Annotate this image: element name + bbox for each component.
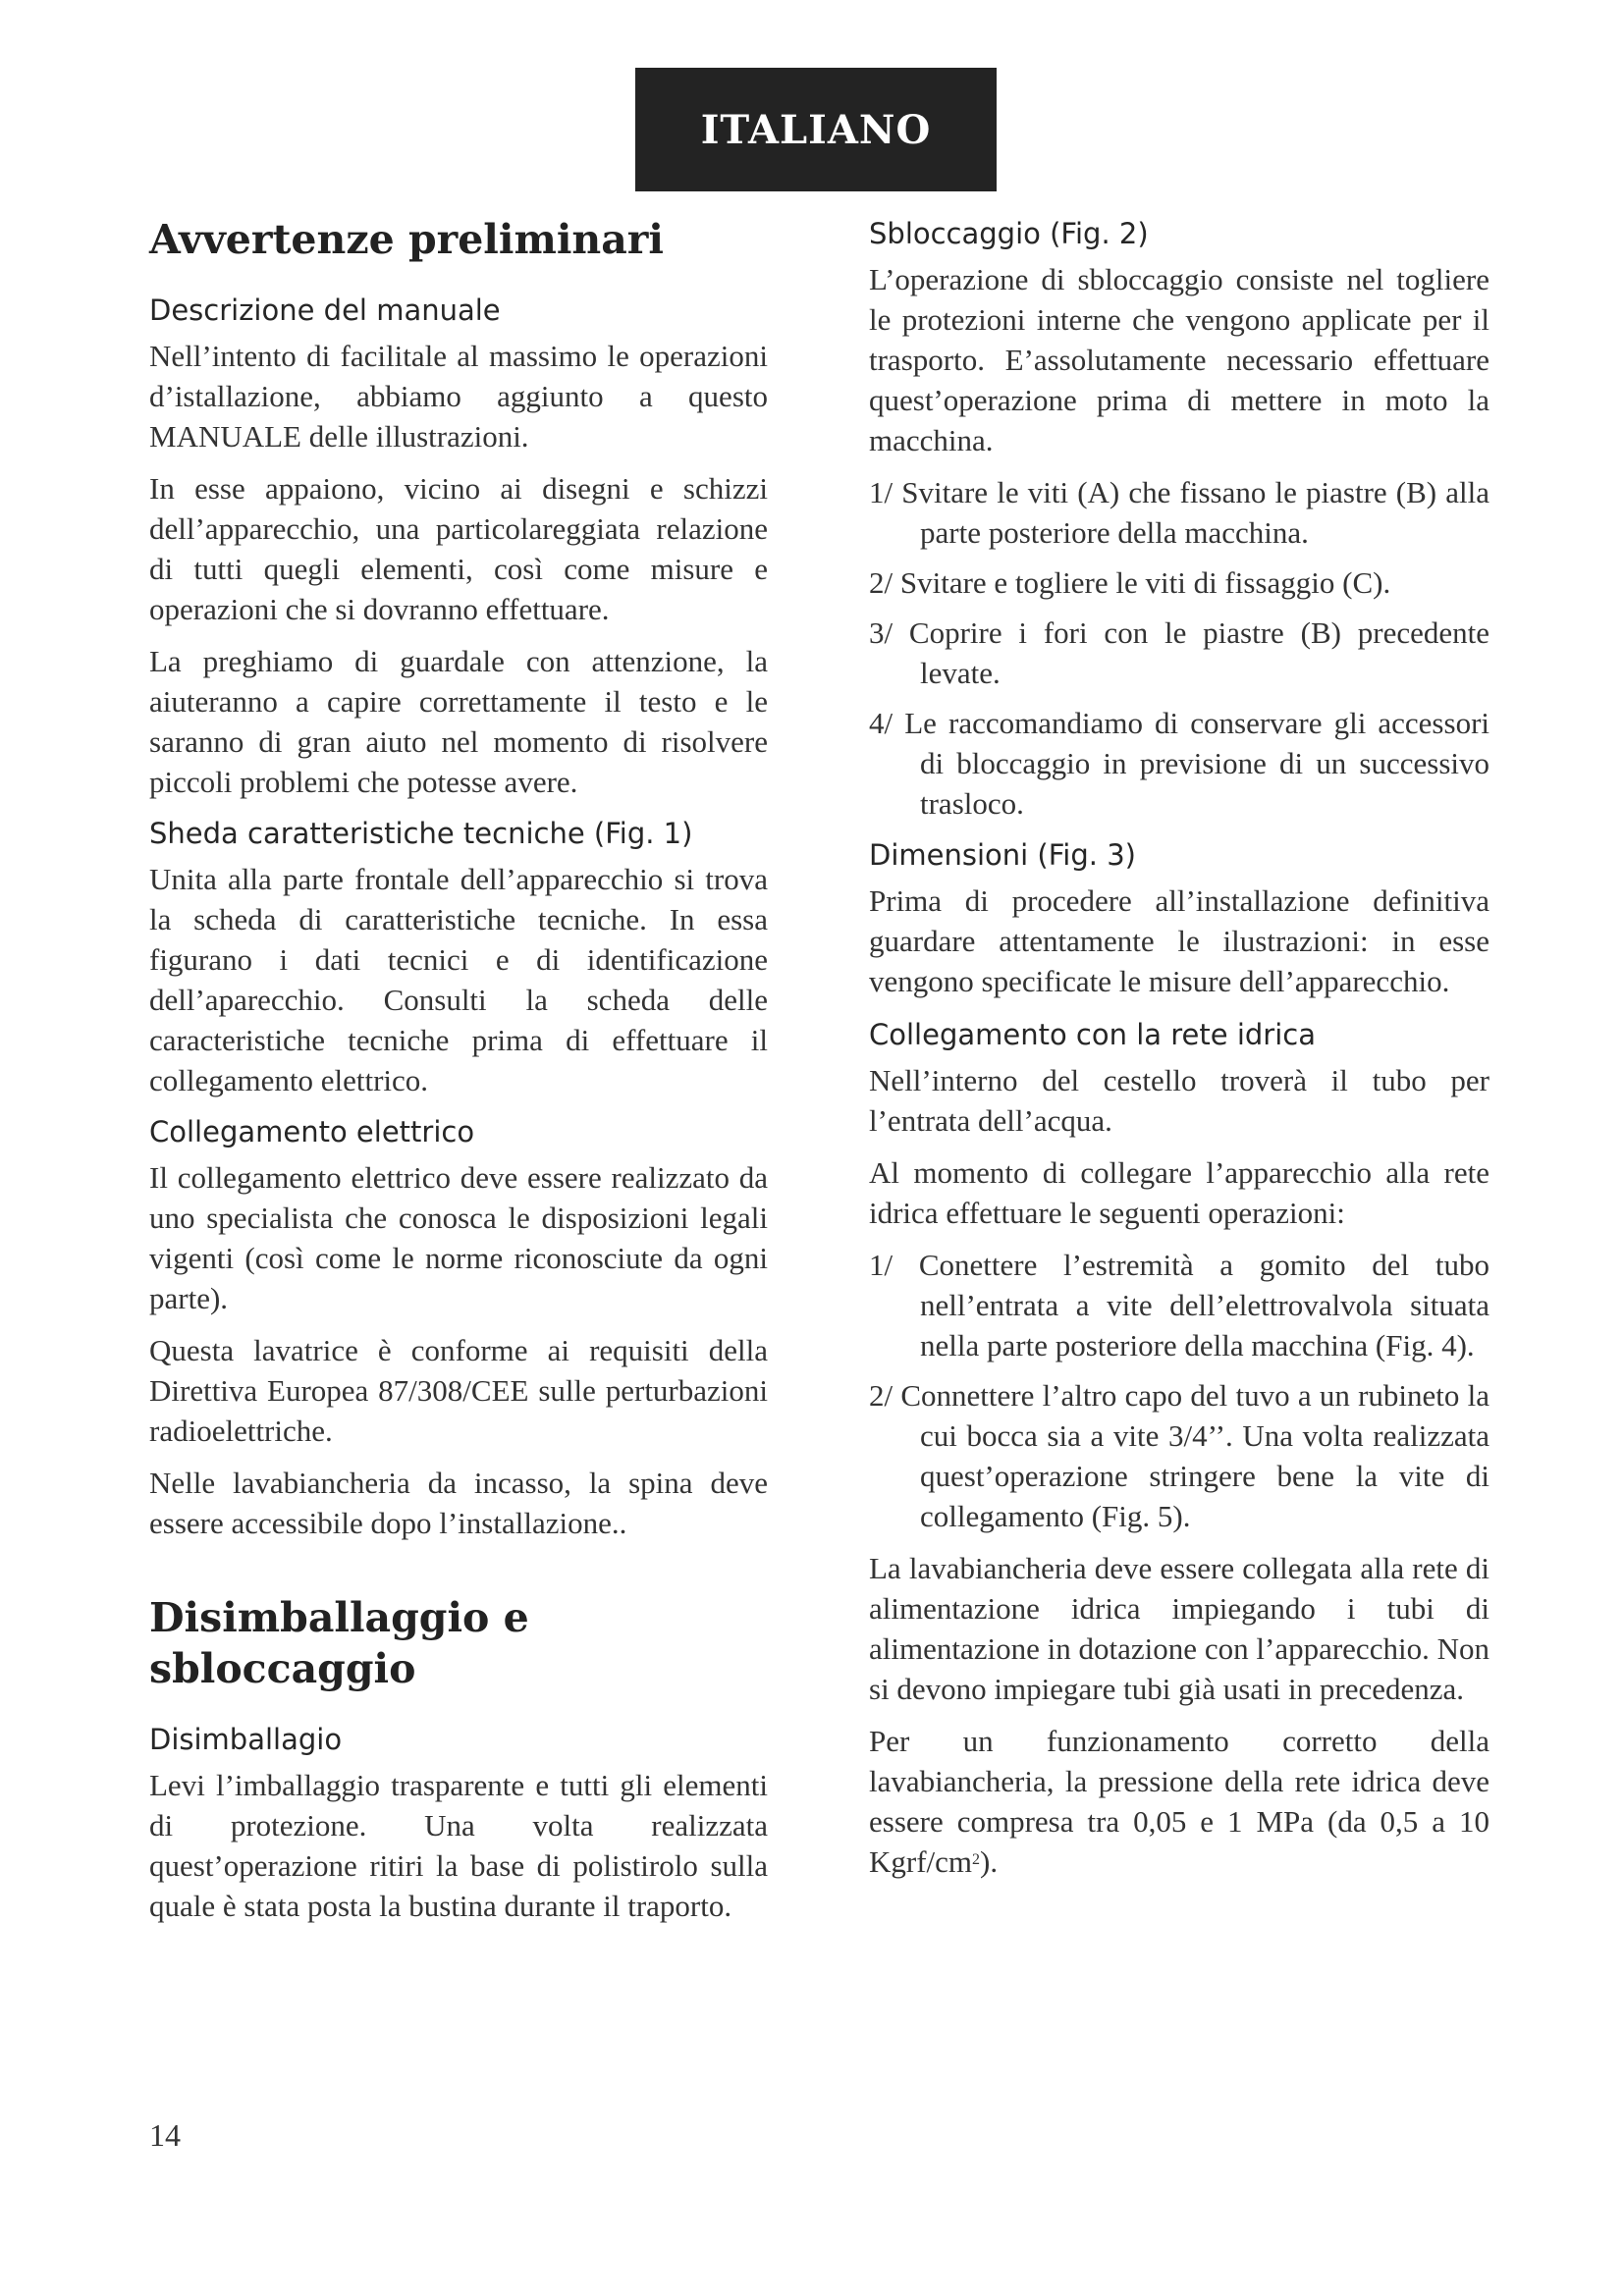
unlocking-steps bbox=[869, 472, 1489, 824]
paragraph: Prima di procedere all’installazione definitiva guardare attentamente le ilustrazioni: in esse vengono specificate le misure dell’apparecchio. bbox=[869, 883, 1489, 998]
page-number: 14 bbox=[149, 2117, 181, 2153]
list-item: 2/ Svitare e togliere le viti di fissaggio (C). bbox=[869, 565, 1391, 600]
pressure-text: Per un funzionamento corretto della lavabiancheria, la pressione della rete idrica deve essere compresa tra 0,05 e 1 MPa (da 0,5 a 10 Kgrf/cm bbox=[869, 1724, 1489, 1879]
heading-water-connection: Collegamento con la rete idrica bbox=[869, 1018, 1316, 1051]
paragraph: Unita alla parte frontale dell’apparecchio si trova la scheda di caratteristiche tecniche. In essa figurano i dati tecnici e di identificazione dell’aparecchio. Consulti la scheda delle caracteristiche tecniche prima di effettuare il collegamento elettrico. bbox=[149, 862, 768, 1097]
paragraph: In esse appaiono, vicino ai disegni e schizzi dell’apparecchio, una particolareggiata relazione di tutti quegli elementi, così come misure e operazioni che si dovranno effettuare. bbox=[149, 471, 768, 626]
list-item: 1/ Svitare le viti (A) che fissano le piastre (B) alla parte posteriore della macchina. bbox=[869, 475, 1489, 550]
heading-manual-description: Descrizione del manuale bbox=[149, 294, 501, 327]
paragraph: La preghiamo di guardale con attenzione, la aiuteranno a capire correttamente il testo e le saranno di gran aiuto nel momento di risolvere piccoli problemi che potesse avere. bbox=[149, 644, 768, 799]
paragraph: Il collegamento elettrico deve essere realizzato da uno specialista che conosca le disposizioni legali vigenti (così come le norme riconosciute da ogni parte). bbox=[149, 1160, 768, 1315]
section-title-unpacking: Disimballaggio e sbloccaggio bbox=[149, 1594, 529, 1692]
left-column bbox=[149, 214, 768, 1938]
pressure-text-end: ). bbox=[980, 1844, 999, 1879]
heading-technical-sheet: Sheda caratteristiche tecniche (Fig. 1) bbox=[149, 817, 693, 850]
paragraph: Nell’intento di facilitale al massimo le operazioni d’istallazione, abbiamo aggiunto a questo MANUALE delle illustrazioni. bbox=[149, 339, 768, 454]
paragraph: Levi l’imballaggio trasparente e tutti gli elementi di protezione. Una volta realizzata quest’operazione ritiri la base di polistirolo sulla quale è stata posta la bustina durante il traporto. bbox=[149, 1768, 768, 1923]
heading-electrical-connection: Collegamento elettrico bbox=[149, 1115, 475, 1148]
water-connection-steps bbox=[869, 1245, 1489, 1536]
list-item: 2/ Connettere l’altro capo del tuvo a un rubineto la cui bocca sia a vite 3/4’’. Una volta realizzata quest’operazione stringere bene la vite di collegamento (Fig. 5). bbox=[869, 1378, 1489, 1533]
paragraph: Nell’interno del cestello troverà il tubo per l’entrata dell’acqua. bbox=[869, 1063, 1489, 1138]
paragraph-pressure bbox=[869, 1721, 1489, 1882]
heading-unpacking: Disimballagio bbox=[149, 1723, 343, 1756]
section-title-preliminary: Avvertenze preliminari bbox=[149, 216, 664, 263]
superscript: 2 bbox=[972, 1851, 981, 1868]
paragraph: L’operazione di sbloccaggio consiste nel togliere le protezioni interne che vengono applicate per il trasporto. E’assolutamente necessario effettuare quest’operazione prima di mettere in moto la macchina. bbox=[869, 262, 1489, 457]
paragraph: Al momento di collegare l’apparecchio alla rete idrica effettuare le seguenti operazioni: bbox=[869, 1155, 1489, 1230]
paragraph: La lavabiancheria deve essere collegata alla rete di alimentazione idrica impiegando i tubi di alimentazione in dotazione con l’apparecchio. Non si devono impiegare tubi già usati in precedenza. bbox=[869, 1551, 1489, 1706]
language-tab: ITALIANO bbox=[635, 68, 997, 191]
list-item: 1/ Conettere l’estremità a gomito del tubo nell’entrata a vite dell’elettrovalvola situata nella parte posteriore della macchina (Fig. 4). bbox=[869, 1248, 1489, 1362]
heading-unlocking: Sbloccaggio (Fig. 2) bbox=[869, 217, 1149, 250]
paragraph: Questa lavatrice è conforme ai requisiti della Direttiva Europea 87/308/CEE sulle perturbazioni radioelettriche. bbox=[149, 1333, 768, 1448]
heading-dimensions: Dimensioni (Fig. 3) bbox=[869, 838, 1136, 872]
paragraph: Nelle lavabiancheria da incasso, la spina deve essere accessibile dopo l’installazione.. bbox=[149, 1466, 768, 1540]
list-item: 4/ Le raccomandiamo di conservare gli accessori di bloccaggio in previsione di un successivo trasloco. bbox=[869, 706, 1489, 821]
right-column bbox=[869, 214, 1489, 1894]
list-item: 3/ Coprire i fori con le piastre (B) precedente levate. bbox=[869, 615, 1489, 690]
